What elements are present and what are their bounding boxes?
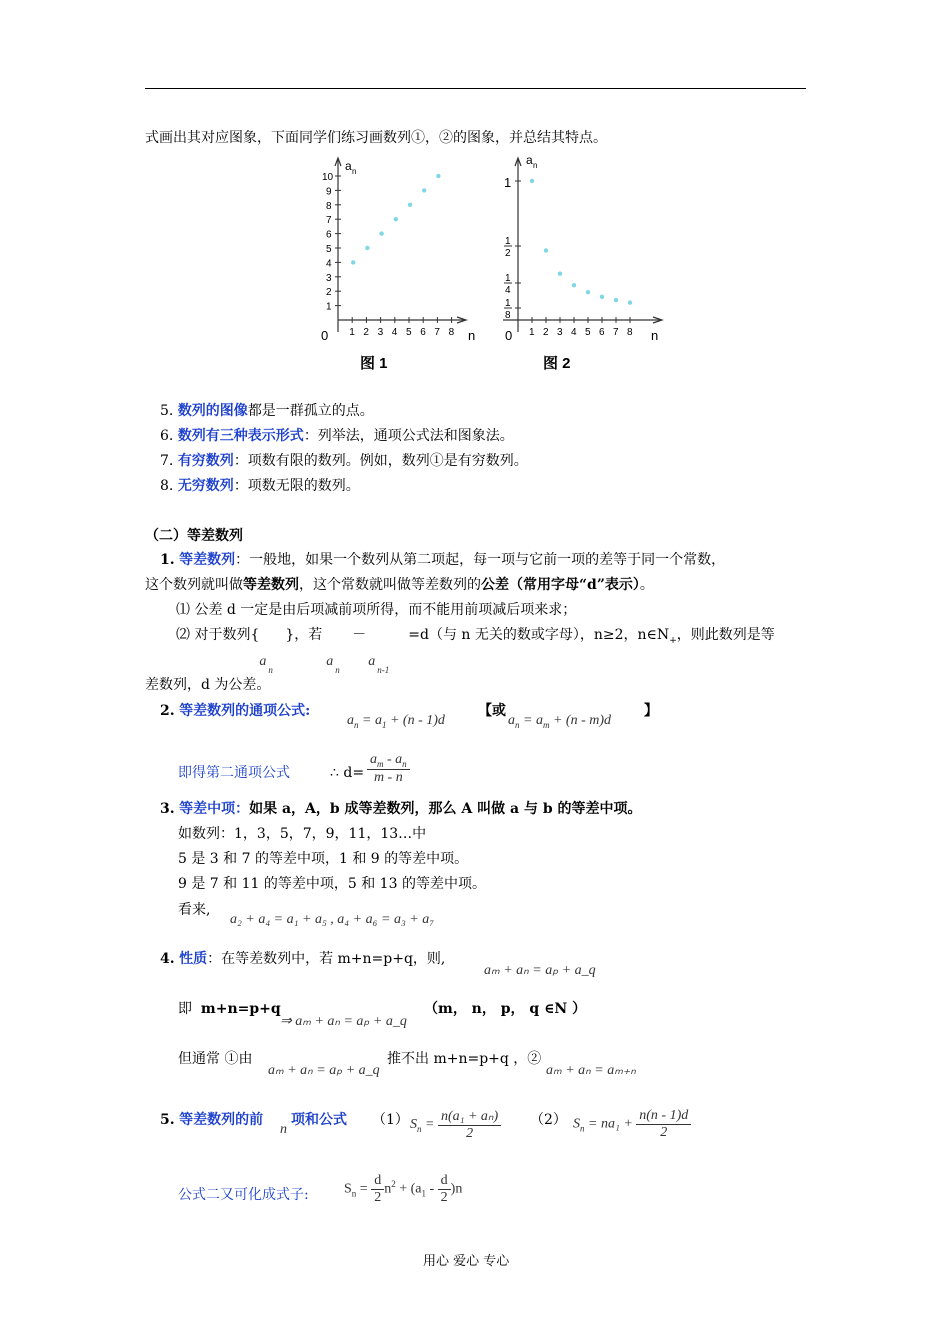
p4-line: 4. 性质：在等差数列中，若 m+n=p+q，则, xyxy=(160,951,446,967)
item-5-term: 数列的图像 xyxy=(177,403,248,419)
fig2-xtick-label: 7 xyxy=(613,327,619,338)
fig2-xtick-label: 3 xyxy=(557,327,563,338)
p1-note1: ⑴ 公差 d 一定是由后项减前项所得，而不能用前项减后项来求； xyxy=(176,602,577,618)
fig1-point xyxy=(408,203,412,207)
item-5: 5. 数列的图像都是一群孤立的点。 xyxy=(160,403,374,419)
fig1-ytick-label: 8 xyxy=(326,200,332,212)
fig2-xtick-label: 6 xyxy=(599,327,605,338)
fig1-xtick-label: 4 xyxy=(391,327,398,338)
fig1-ytick-label: 7 xyxy=(326,215,332,227)
fig2-caption: 图 2 xyxy=(543,355,571,372)
fig1-point xyxy=(436,174,440,178)
p3-line-3: 9 是 7 和 11 的等差中项，5 和 13 的等差中项。 xyxy=(178,876,486,892)
p1-term: 等差数列 xyxy=(179,552,236,568)
p4-line3-lead: 但通常 ①由 xyxy=(178,1051,253,1067)
p2-second-label: 即得第二通项公式 xyxy=(178,765,290,781)
p2-term: 等差数列的通项公式: xyxy=(179,703,311,719)
p4-formula: aₘ + aₙ = aₚ + a_q xyxy=(484,963,596,978)
fig2-ytick-1: 1 xyxy=(504,175,512,190)
p5-term2: 项和公式 xyxy=(291,1112,347,1128)
fig2-xtick-label: 5 xyxy=(585,327,591,338)
p5-line: 5. 等差数列的前 xyxy=(160,1112,264,1128)
p3-look: 看来, xyxy=(178,902,211,918)
fig1-ytick-label: 10 xyxy=(322,172,334,183)
fig1-point xyxy=(351,260,355,264)
fig1-point xyxy=(379,231,383,235)
fig1-ytick-label: 6 xyxy=(326,229,332,241)
page-footer: 用心 爱心 专心 xyxy=(423,1254,510,1269)
fig2-y-label-sub: n xyxy=(533,161,538,170)
fig2-point xyxy=(628,300,632,304)
fig2-xtick-label: 1 xyxy=(529,327,535,338)
item-6-term: 数列有三种表示形式 xyxy=(177,428,304,444)
p2-therefore: ∴ d= xyxy=(330,765,365,781)
p4-line3-formula2: aₘ + aₙ = aₘ₊ₙ xyxy=(546,1063,636,1078)
fig2-ytick-eighth-num: 1 xyxy=(505,298,511,309)
fig2-xtick-label: 8 xyxy=(627,327,633,338)
fig2-point xyxy=(600,295,604,299)
p5-alt-label: 公式二又可化成式子: xyxy=(178,1187,309,1203)
fig2-ytick-eighth-den: 8 xyxy=(505,310,511,321)
fig1-point xyxy=(365,246,369,250)
p2-second-fraction: $\frac{a_m - a_n}{m - n}$ xyxy=(367,752,410,786)
fig1-caption: 图 1 xyxy=(360,355,388,372)
figure-1 xyxy=(305,150,490,375)
fig1-ytick-label: 5 xyxy=(326,244,332,255)
fig1-point xyxy=(394,217,398,221)
fig1-point xyxy=(422,188,426,192)
fig2-ytick-quarter-num: 1 xyxy=(505,273,511,284)
p5-formula-2: $S_n = na_1$ + $\frac{n(n - 1)d}{2}$ xyxy=(573,1108,691,1141)
fig2-point xyxy=(586,290,590,294)
p4-line2: 即 m+n=p+q xyxy=(178,1001,281,1017)
p3-line-2: 5 是 3 和 7 的等差中项，1 和 9 的等差中项。 xyxy=(178,851,469,867)
p4-term: 性质 xyxy=(179,951,208,967)
fig1-xtick-label: 3 xyxy=(377,327,384,338)
p4-line2-formula: ⇒ aₘ + aₙ = aₚ + a_q xyxy=(280,1014,407,1029)
p2-formula-1: $a_n = a_1 + (n - 1)d$ xyxy=(347,713,445,730)
fig2-point xyxy=(530,179,534,183)
fig1-ytick-label: 2 xyxy=(326,287,332,299)
p5-c1: （1） xyxy=(372,1112,409,1128)
p2-or-open: 【或 xyxy=(478,703,506,719)
p5-formula-1: $S_n$ = $\frac{\text{n(a₁ + aₙ)}}{2}$ xyxy=(410,1108,501,1142)
p4-line3-mid: 推不出 m+n=p+q ，② xyxy=(387,1051,542,1067)
fig2-point xyxy=(572,283,576,287)
fig1-xtick-label: 1 xyxy=(349,327,355,338)
p4-line3-formula1: aₘ + aₙ = aₚ + a_q xyxy=(268,1063,380,1078)
fig2-x-label: n xyxy=(651,328,659,343)
p5-alt-formula: $S_n$ = $\frac{d}{2}$ $n^2 + (a_1$ - $\frac{d}{2}$ )n xyxy=(344,1173,463,1205)
fig2-ytick-half-den: 2 xyxy=(505,248,511,259)
p1-note2: ⑵ 对于数列{ a n }，若 a n － a n-1 =d（与 n 无关的数或字母），n≥2，$n\in N_+$，则此数列是等 xyxy=(176,627,775,675)
p3-line-1: 如数列：1，3，5，7，9，11，13…中 xyxy=(178,826,427,842)
fig1-y-label-sub: n xyxy=(352,167,357,176)
p3-line: 3. 等差中项：如果 a，A，b 成等差数列，那么 A 叫做 a 与 b 的等差中项。 xyxy=(160,801,642,817)
intro-line: 式画出其对应图象，下面同学们练习画数列①，②的图象，并总结其特点。 xyxy=(145,130,607,146)
fig1-xtick-label: 7 xyxy=(434,327,440,338)
item-7: 7. 有穷数列：项数有限的数列。例如，数列①是有穷数列。 xyxy=(160,453,528,469)
fig2-y-label: a xyxy=(526,153,533,167)
p3-term: 等差中项： xyxy=(179,801,250,817)
fig2-ytick-half-num: 1 xyxy=(505,236,511,247)
fig1-x-label: n xyxy=(468,328,476,343)
header-rule xyxy=(145,88,806,89)
fig1-ytick-label: 9 xyxy=(326,186,332,198)
p1-note2-tail: 差数列，d 为公差。 xyxy=(145,677,271,693)
fig2-ytick-quarter-den: 4 xyxy=(505,285,511,296)
fig2-point xyxy=(544,248,548,252)
fig1-ytick-label: 1 xyxy=(326,301,332,313)
p5-c2: （2） xyxy=(530,1112,567,1128)
p2-formula-2: $a_n = a_m + (n - m)d$ xyxy=(508,713,611,730)
p5-n: n xyxy=(280,1122,287,1137)
item-6: 6. 数列有三种表示形式：列举法，通项公式法和图象法。 xyxy=(160,428,514,444)
fig1-origin: 0 xyxy=(321,328,329,343)
p2-line: 2. 等差数列的通项公式: xyxy=(160,703,311,719)
item-8: 8. 无穷数列：项数无限的数列。 xyxy=(160,478,360,494)
p5-term: 等差数列的前 xyxy=(179,1112,264,1128)
fig2-xtick-label: 2 xyxy=(543,327,549,338)
fig1-xtick-label: 6 xyxy=(420,327,426,338)
p1-line2: 这个数列就叫做等差数列，这个常数就叫做等差数列的公差（常用字母“d”表示）。 xyxy=(145,577,654,593)
fig2-origin: 0 xyxy=(505,328,513,343)
item-7-term: 有穷数列 xyxy=(177,453,234,469)
fig2-point xyxy=(614,298,618,302)
p4-line2-tail: （m， n， p， q ∈N ） xyxy=(424,1001,587,1017)
fig1-xtick-label: 8 xyxy=(448,327,455,338)
section-2-title: （二）等差数列 xyxy=(145,528,243,544)
figure-2 xyxy=(493,150,668,375)
fig1-ytick-label: 3 xyxy=(326,272,332,284)
item-8-term: 无穷数列 xyxy=(177,478,234,494)
fig1-ytick-label: 4 xyxy=(326,258,332,270)
fig2-point xyxy=(558,272,562,276)
fig1-y-label: a xyxy=(345,159,352,173)
fig1-xtick-label: 2 xyxy=(363,327,369,338)
p1-line1: 1. 等差数列：一般地，如果一个数列从第二项起，每一项与它前一项的差等于同一个常数， xyxy=(160,552,726,568)
p2-or-close: 】 xyxy=(644,703,658,719)
fig1-xtick-label: 5 xyxy=(406,327,412,338)
fig2-xtick-label: 4 xyxy=(571,327,577,338)
p3-formula: a₂ + a₄ = a₁ + a₅ , a₄ + a₆ = a₃ + a₇ xyxy=(230,912,435,927)
